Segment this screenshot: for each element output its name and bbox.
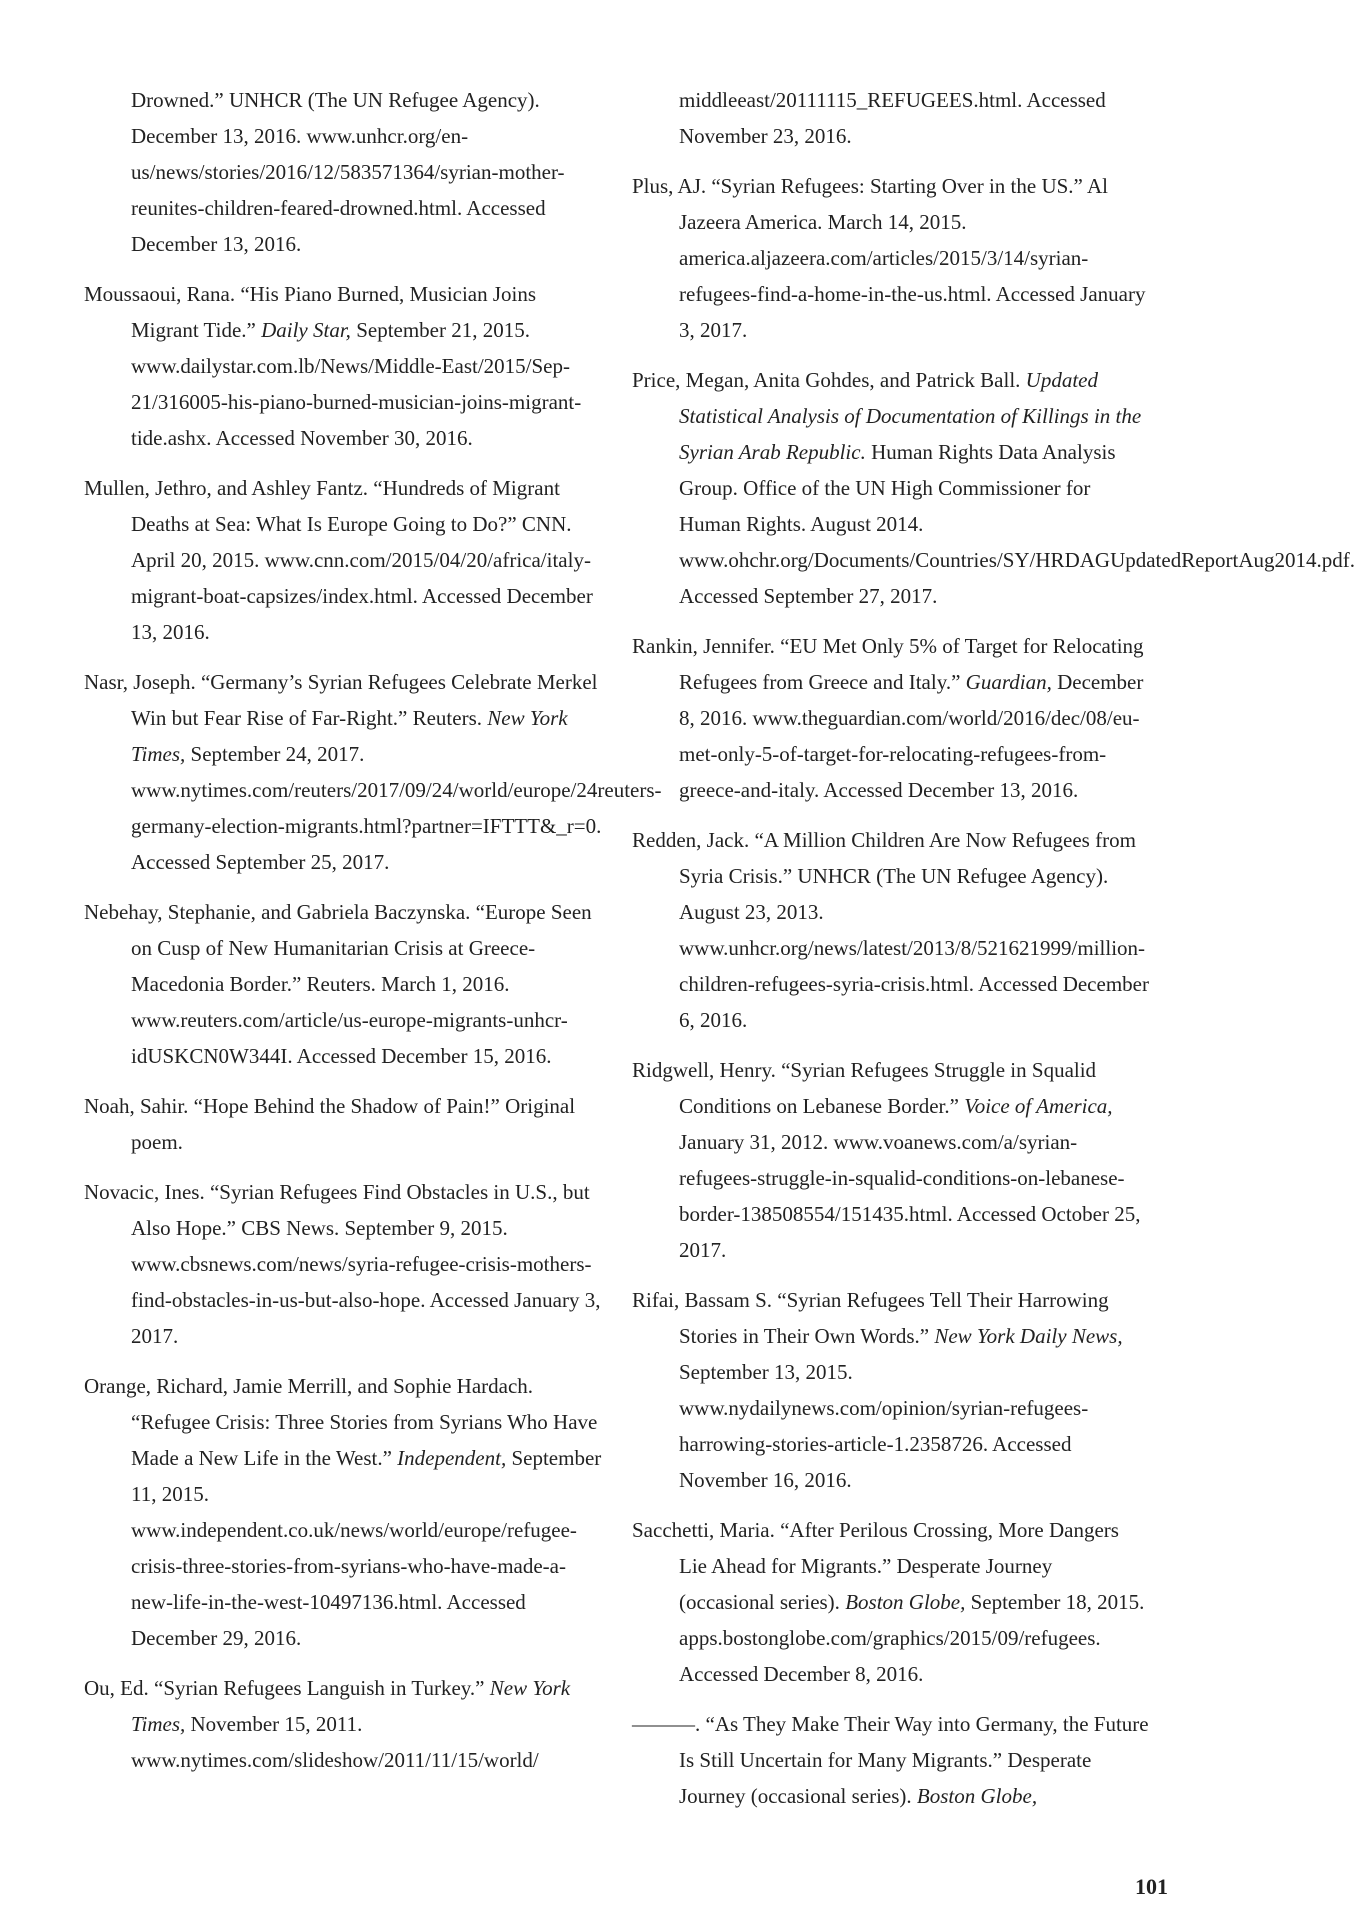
- bibliography-entry: [632, 1512, 1152, 1692]
- entry-text: September 24, 2017. www.nytimes.com/reuters/2017/09/24/world/europe/24reuters-germany-election-migrants.html?partner=IFTTT&_r=0. Accessed September 25, 2017.: [131, 742, 662, 874]
- entry-text: Ou, Ed. “Syrian Refugees Languish in Turkey.”: [84, 1676, 490, 1700]
- entry-text: November 15, 2011. www.nytimes.com/slideshow/2011/11/15/world/: [131, 1712, 539, 1772]
- entry-text: Price, Megan, Anita Gohdes, and Patrick Ball.: [632, 368, 1026, 392]
- bibliography-entry: [632, 362, 1355, 614]
- entry-text: Nasr, Joseph. “Germany’s Syrian Refugees Celebrate Merkel Win but Fear Rise of Far-Right.” Reuters.: [84, 670, 598, 730]
- entry-title-italic: Boston Globe,: [845, 1590, 966, 1614]
- entry-text: Nebehay, Stephanie, and Gabriela Baczynska. “Europe Seen on Cusp of New Humanitarian Crisis at Greece-Macedonia Border.” Reuters. March 1, 2016. www.reuters.com/article/us-europe-migrants-unhcr-idUSKCN0W344I. Accessed December 15, 2016.: [84, 900, 592, 1068]
- page-number: 101: [1135, 1874, 1168, 1899]
- entry-text: September 18, 2015. apps.bostonglobe.com/graphics/2015/09/refugees. Accessed December 8, 2016.: [679, 1590, 1145, 1686]
- bibliography-entry: [632, 1706, 1152, 1814]
- bibliography-entry: [84, 82, 604, 262]
- entry-text: Human Rights Data Analysis Group. Office of the UN High Commissioner for Human Rights. August 2014. www.ohchr.org/Documents/Countries/SY/HRDAGUpdatedReportAug2014.pdf. Accessed September 27, 2017.: [679, 440, 1355, 608]
- entry-title-italic: Guardian,: [965, 670, 1052, 694]
- entry-title-italic: Independent,: [397, 1446, 507, 1470]
- bibliography-entry: [632, 1052, 1152, 1268]
- entry-text: September 13, 2015. www.nydailynews.com/opinion/syrian-refugees-harrowing-stories-article-1.2358726. Accessed November 16, 2016.: [679, 1360, 1089, 1492]
- bibliography-entry: [84, 470, 604, 650]
- entry-title-italic: Updated Statistical Analysis of Documentation of Killings in the Syrian Arab Republic.: [679, 368, 1142, 464]
- entry-text: Rifai, Bassam S. “Syrian Refugees Tell Their Harrowing Stories in Their Own Words.”: [632, 1288, 1109, 1348]
- entry-text: middleeast/20111115_REFUGEES.html. Accessed November 23, 2016.: [679, 88, 1106, 148]
- bibliography-entry: [632, 628, 1152, 808]
- entry-text: Redden, Jack. “A Million Children Are Now Refugees from Syria Crisis.” UNHCR (The UN Refugee Agency). August 23, 2013. www.unhcr.org/news/latest/2013/8/521621999/million-children-refugees-syria-crisis.html. Accessed December 6, 2016.: [632, 828, 1149, 1032]
- bibliography-column-right: [632, 82, 1355, 1828]
- entry-text: Plus, AJ. “Syrian Refugees: Starting Over in the US.” Al Jazeera America. March 14, 2015. america.aljazeera.com/articles/2015/3/14/syrian-refugees-find-a-home-in-the-us.html. Accessed January 3, 2017.: [632, 174, 1146, 342]
- bibliography-entry: [84, 664, 662, 880]
- entry-text: January 31, 2012. www.voanews.com/a/syrian-refugees-struggle-in-squalid-conditions-on-lebanese-border-138508554/151435.html. Accessed October 25, 2017.: [679, 1130, 1141, 1262]
- entry-text: Orange, Richard, Jamie Merrill, and Sophie Hardach. “Refugee Crisis: Three Stories from Syrians Who Have Made a New Life in the West.”: [84, 1374, 598, 1470]
- bibliography-entry: [84, 1174, 604, 1354]
- entry-title-italic: New York Daily News,: [934, 1324, 1123, 1348]
- entry-title-italic: New York Times,: [131, 706, 568, 766]
- bibliography-entry: [632, 82, 1152, 154]
- bibliography-entry: [632, 822, 1152, 1038]
- entry-text: Rankin, Jennifer. “EU Met Only 5% of Target for Relocating Refugees from Greece and Italy.”: [632, 634, 1144, 694]
- entry-text: September 11, 2015. www.independent.co.uk/news/world/europe/refugee-crisis-three-stories-from-syrians-who-have-made-a-new-life-in-the-west-10497136.html. Accessed December 29, 2016.: [131, 1446, 602, 1650]
- bibliography-entry: [84, 894, 604, 1074]
- entry-title-italic: Boston Globe,: [916, 1784, 1038, 1808]
- entry-text: September 21, 2015. www.dailystar.com.lb/News/Middle-East/2015/Sep-21/316005-his-piano-burned-musician-joins-migrant-tide.ashx. Accessed November 30, 2016.: [131, 318, 582, 450]
- bibliography-entry: [84, 1368, 604, 1656]
- entry-text: Novacic, Ines. “Syrian Refugees Find Obstacles in U.S., but Also Hope.” CBS News. September 9, 2015. www.cbsnews.com/news/syria-refugee-crisis-mothers-find-obstacles-in-us-but-also-hope. Accessed January 3, 2017.: [84, 1180, 601, 1348]
- entry-title-italic: New York Times,: [131, 1676, 571, 1736]
- entry-text: Ridgwell, Henry. “Syrian Refugees Struggle in Squalid Conditions on Lebanese Border.”: [632, 1058, 1097, 1118]
- entry-text: Drowned.” UNHCR (The UN Refugee Agency). December 13, 2016. www.unhcr.org/en-us/news/stories/2016/12/583571364/syrian-mother-reunites-children-feared-drowned.html. Accessed December 13, 2016.: [131, 88, 565, 256]
- entry-text: Sacchetti, Maria. “After Perilous Crossing, More Dangers Lie Ahead for Migrants.” Desperate Journey (occasional series).: [632, 1518, 1119, 1614]
- bibliography-entry: [84, 1670, 604, 1778]
- entry-text: Moussaoui, Rana. “His Piano Burned, Musician Joins Migrant Tide.”: [84, 282, 537, 342]
- entry-text: December 8, 2016. www.theguardian.com/world/2016/dec/08/eu-met-only-5-of-target-for-relocating-refugees-from-greece-and-italy. Accessed December 13, 2016.: [679, 670, 1144, 802]
- bibliography-entry: [84, 1088, 604, 1160]
- entry-text: Noah, Sahir. “Hope Behind the Shadow of Pain!” Original poem.: [84, 1094, 576, 1154]
- bibliography-entry: [632, 168, 1152, 348]
- entry-text: Mullen, Jethro, and Ashley Fantz. “Hundreds of Migrant Deaths at Sea: What Is Europe Going to Do?” CNN. April 20, 2015. www.cnn.com/2015/04/20/africa/italy-migrant-boat-capsizes/index.html. Accessed December 13, 2016.: [84, 476, 593, 644]
- bibliography-entry: [84, 276, 604, 456]
- entry-title-italic: Daily Star,: [261, 318, 351, 342]
- bibliography-column-left: [84, 82, 662, 1792]
- entry-text: ———. “As They Make Their Way into Germany, the Future Is Still Uncertain for Many Migrants.” Desperate Journey (occasional series).: [632, 1712, 1149, 1808]
- entry-title-italic: Voice of America,: [964, 1094, 1113, 1118]
- bibliography-entry: [632, 1282, 1152, 1498]
